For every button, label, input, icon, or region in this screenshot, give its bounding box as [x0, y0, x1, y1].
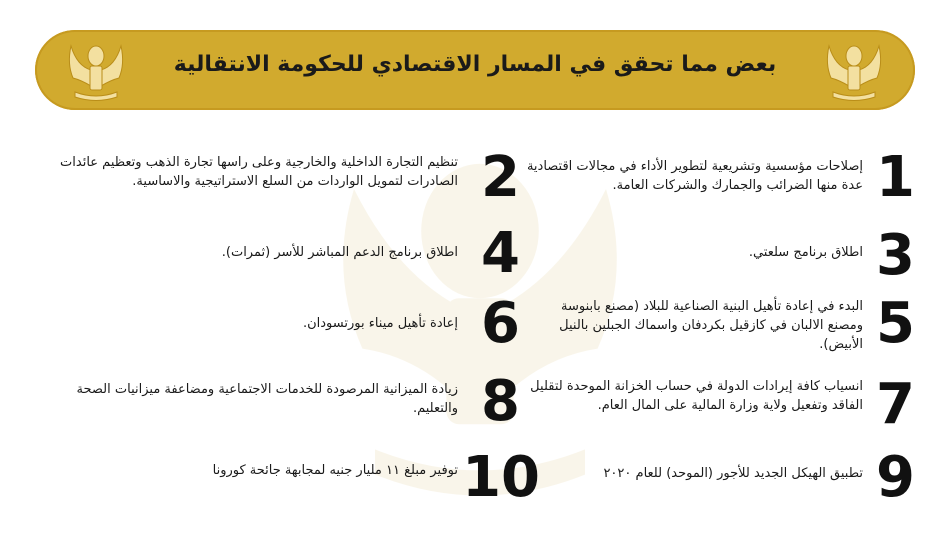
- item-text: توفير مبلغ ١١ مليار جنيه لمجابهة جائحة كورونا: [212, 463, 458, 478]
- item-number: 10: [462, 445, 540, 510]
- item-number: 3: [876, 223, 915, 288]
- item-number: 6: [481, 291, 520, 356]
- item-number: 4: [481, 221, 520, 286]
- list-item: [55, 145, 520, 218]
- list-item: [520, 445, 915, 520]
- item-text: البدء في إعادة تأهيل البنية الصناعية للبلاد (مصنع بابنوسة ومصنع الالبان في كازقيل بكردفان واسماك الجبلين بالنيل الأبيض).: [559, 299, 863, 352]
- item-text: إعادة تأهيل ميناء بورتسودان.: [302, 316, 458, 331]
- item-number: 2: [481, 145, 520, 210]
- item-text: اطلاق برنامج سلعتي.: [748, 245, 863, 260]
- item-number: 9: [876, 445, 915, 510]
- item-number: 5: [876, 291, 915, 356]
- list-item: [55, 369, 520, 442]
- list-item: [520, 372, 915, 445]
- page-title: بعض مما تحقق في المسار الاقتصادي للحكومة الانتقالية: [173, 52, 777, 77]
- item-text: اطلاق برنامج الدعم المباشر للأسر (ثمرات).: [221, 245, 458, 260]
- list-item: [55, 445, 540, 520]
- item-text: تنظيم التجارة الداخلية والخارجية وعلى راسها تجارة الذهب وتعظيم عائدات الصادرات لتمويل الواردات من السلع الاستراتيجية والاساسية.: [60, 155, 458, 189]
- list-item: [55, 221, 520, 296]
- item-number: 7: [876, 372, 915, 437]
- item-text: انسياب كافة إيرادات الدولة في حساب الخزانة الموحدة لتقليل الفاقد وتفعيل ولاية وزارة المالية على المال العام.: [530, 379, 863, 413]
- sudan-emblem-icon: [821, 36, 887, 104]
- list-item: [520, 291, 915, 364]
- item-number: 8: [481, 369, 520, 434]
- list-item: [55, 291, 520, 366]
- list-item: [520, 223, 915, 298]
- title-banner: [35, 30, 915, 110]
- item-number: 1: [876, 145, 915, 210]
- list-item: [520, 145, 915, 220]
- item-text: زيادة الميزانية المرصودة للخدمات الاجتماعية ومضاعفة ميزانيات الصحة والتعليم.: [76, 382, 458, 416]
- item-text: تطبيق الهيكل الجديد للأجور (الموحد) للعام ٢٠٢٠: [603, 466, 863, 481]
- item-text: إصلاحات مؤسسية وتشريعية لتطوير الأداء في مجالات اقتصادية عدة منها الضرائب والجمارك والشركات العامة.: [526, 159, 863, 193]
